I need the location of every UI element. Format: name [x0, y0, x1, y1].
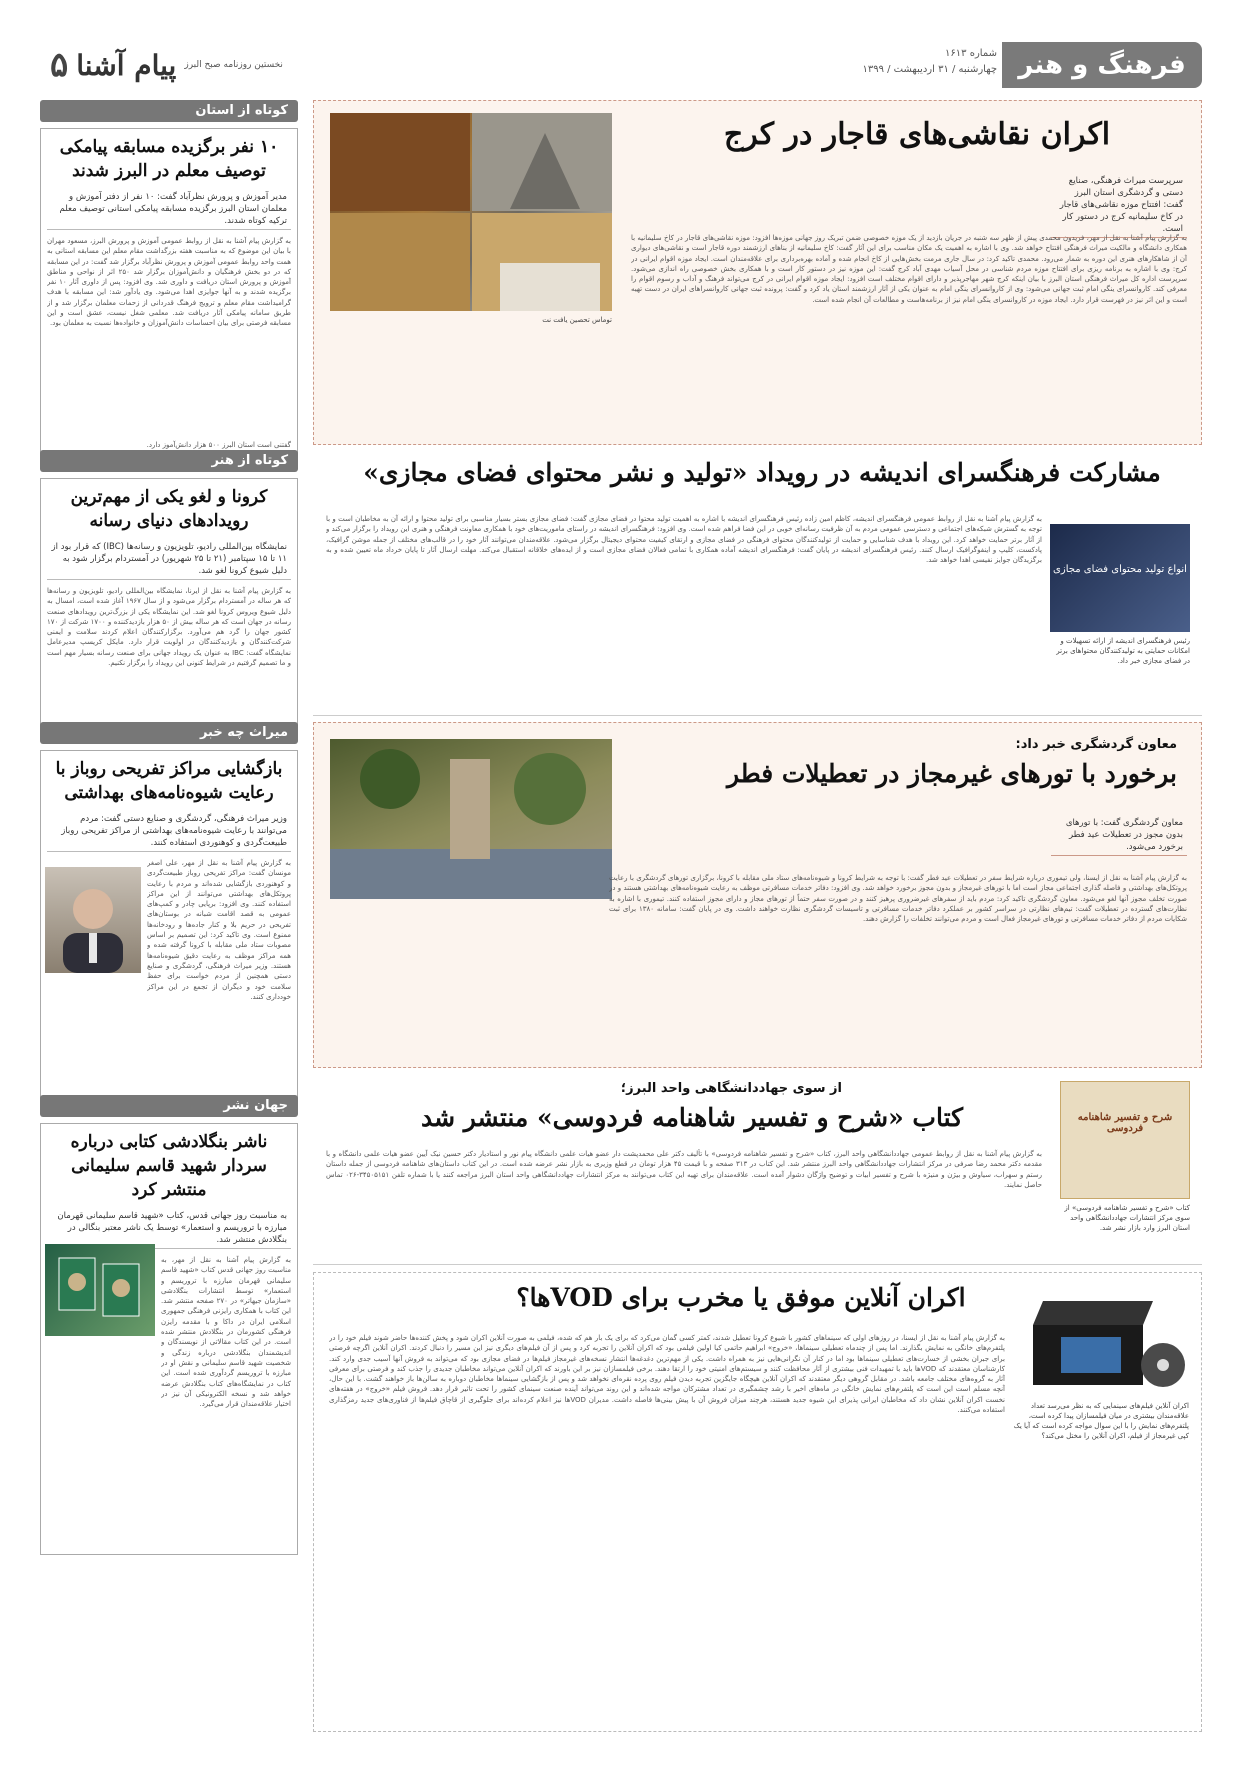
sidebar-title: ناشر بنگلادشی کتابی درباره سردار شهید قاسم سلیمانی منتشر کرد [70, 1132, 268, 1200]
article-body-cols [326, 514, 1042, 710]
article-body: به گزارش پیام آشنا به نقل از ایسنا، ولی تیموری درباره شرایط سفر در تعطیلات عید فطر گفت: با توجه به شرایط کرونا و شیوه‌نامه‌های ستاد ملی مقابله با کرونا، برگزاری تورهای گردشگری با رعایت پروتکل‌های بهداشتی و فاصله گذاری اجتماعی مجاز است اما با تورهای غیرمجاز و بدون مجوز برخورد خواهد شد. وی افزود: دفاتر خدمات مسافرتی موظف به رعایت شیوه‌نامه‌های بهداشتی هستند و در صورت تخلف مجوز آنها لغو می‌شود. معاون گردشگری تاکید کرد: مردم باید از سفرهای غیرضروری پرهیز کنند و در صورت سفر حتماً از تورهای مجاز و دارای مجوز استفاده کنند. تیموری با اشاره به نظارت‌های گسترده در تعطیلات گفت: تیم‌های نظارتی در سراسر کشور بر عملکرد دفاتر خدمات مسافرتی و تاسیسات گردشگری نظارت خواهند داشت. وی در پایان گفت: سامانه ۱۳۸۰ برای ثبت شکایات مردم از دفاتر خدمات مسافرتی و تورهای غیرمجاز فعال است و مردم می‌توانند تخلفات را گزارش دهند. [609, 874, 1187, 924]
article-body: به گزارش پیام آشنا به نقل از ایسنا، در روزهای اولی که سینماهای کشور با شیوع کرونا تعطیل شدند، کمتر کسی گمان می‌کرد که برای یک بار هم که شده، فیلمی به صورت آنلاین اکران شود و پخش کننده‌ها حاضر شوند فیلم خود را در پلتفرم‌های خانگی به نمایش بگذارند. اما پس از چندماه تعطیلی سینماها، «خروج» ابراهیم حاتمی کیا اولین فیلمی بود که اکران آنلاین را تجربه کرد و پس از آن فیلم‌های دیگری نیز این مسیر را دنبال کردند. اکران آنلاین اگرچه فرصتی برای جبران بخشی از خسارت‌های تعطیلی سینماها بود اما در کنار آن نگرانی‌هایی نیز به همراه داشت. یکی از مهم‌ترین دغدغه‌ها انتشار نسخه‌های غیرمجاز فیلم‌ها در فضای مجازی بود که می‌تواند به فروش آنها آسیب جدی وارد کند. کارشناسان معتقدند که VODها باید با تمهیدات فنی بیشتری از آثار محافظت کنند و سیستم‌های امنیتی خود را ارتقا دهند. برخی فیلمسازان نیز بر این باورند که اکران آنلاین می‌تواند مخاطبان جدیدی را جذب کند و فرصتی برای معرفی آثار به گروه‌های مختلف جامعه باشد. در مقابل گروهی دیگر معتقدند که اکران آنلاین هیچگاه جایگزین تجربه دیدن فیلم روی پرده نقره‌ای نخواهد شد و پس از بازگشایی سینماها مخاطبان دوباره به سالن‌ها باز خواهند گشت. با این حال، آنچه مسلم است این است که پلتفرم‌های نمایش خانگی در ماه‌های اخیر با رشد چشمگیری در تعداد مشترکان مواجه شده‌اند و این روند می‌تواند آینده صنعت سینمای کشور را تحت تاثیر قرار دهد. فروش فیلم «خروج» در هفته‌های نخست اکران آنلاین نشان داد که مخاطبان ایرانی پذیرای این شیوه جدید هستند، هرچند میزان فروش آن با پیش بینی‌ها فاصله داشت. مدیران VODها نیز اعلام کرده‌اند برای جلوگیری از قاچاق فیلم‌ها از فناوری‌های جدید رمزگذاری استفاده می‌کنند. [329, 1334, 1005, 1415]
sidebar-title: کرونا و لغو یکی از مهم‌ترین رویدادهای دنیای رسانه [70, 487, 268, 531]
masthead-logo [50, 42, 370, 88]
sidebar-title: بازگشایی مراکز تفریحی روباز با رعایت شیوه‌نامه‌های بهداشتی [55, 759, 283, 803]
photo-overlay-text: انواع تولید محتوای فضای مجازی [1053, 564, 1187, 575]
page-header [40, 42, 1202, 90]
sidebar-lead: وزیر میراث فرهنگی، گردشگری و صنایع دستی گفت: مردم می‌توانند با رعایت شیوه‌نامه‌های بهداشتی از مراکز تفریحی روباز طبیعت‌گردی و کوهنوردی استفاده کنند. [47, 811, 291, 852]
article-vod [313, 1272, 1202, 1732]
book-photo [45, 1244, 155, 1336]
article-photo [1050, 524, 1190, 632]
sidebar-lead: نمایشگاه بین‌المللی رادیو، تلویزیون و رسانه‌ها (IBC) که قرار بود از ۱۱ تا ۱۵ سپتامبر (۲۱ تا ۲۵ شهریور) در آمستردام برگزار شود به دلیل شیوع کرونا لغو شد. [47, 539, 291, 580]
article-body-cols [329, 873, 1187, 1057]
sidebar-body: به گزارش پیام آشنا به نقل از ایرنا، نمایشگاه بین‌المللی رادیو، تلویزیون و رسانه‌ها که هر ساله در آمستردام برگزار می‌شود و از سال ۱۹۶۷ آغاز شده است، امسال به دلیل شیوع ویروس کرونا لغو شد. این نمایشگاه یکی از بزرگ‌ترین رویدادهای صنعت رسانه در جهان است که هر ساله بیش از ۵۰ هزار بازدیدکننده و ۱۷۰۰ شرکت از ۱۷۰ کشور جهان را گرد هم می‌آورد. برگزارکنندگان اعلام کردند سلامت و ایمنی شرکت‌کنندگان و بازدیدکنندگان در اولویت قرار دارد. مایکل کریسپ مدیرعامل نمایشگاه گفت: IBC به عنوان یک رویداد جهانی برای صنعت رسانه بسیار مهم است و ما تصمیم گرفتیم در شرایط کنونی این رویداد را برگزار نکنیم. [47, 587, 291, 668]
article-body: به گزارش پیام آشنا به نقل از روابط عمومی فرهنگسرای اندیشه، کاظم امین زاده رئیس فرهنگسرای اندیشه با اشاره به اهمیت تولید محتوا در فضای مجازی گفت: فضای مجازی بستر بسیار مناسبی برای تولید محتوا و ارائه آن به مخاطبان است و با توجه به گسترش شبکه‌های اجتماعی و دسترسی عمومی مردم به آن ظرفیت رسانه‌ای خوبی در این فضا فراهم شده است. وی افزود: فرهنگسرای اندیشه در راستای ماموریت‌های خود با همکاری معاونت فرهنگی و هنری این رویداد را برگزار می‌کند و از آثار برتر حمایت خواهد کرد. این رویداد با هدف شناسایی و حمایت از تولیدکنندگان محتوای فرهنگی در فضای مجازی و ارتقای کیفیت محتوای دیجیتال برگزار می‌شود. علاقه‌مندان می‌توانند آثار خود را در قالب‌های مختلف از جمله موشن گرافیک، پادکست، کلیپ و اینفوگرافیک ارسال کنند. رئیس فرهنگسرای اندیشه در پایان گفت: فرهنگسرای اندیشه آماده همکاری با تمامی فعالان فضای مجازی است و از ایده‌های خلاقانه استقبال می‌کند. مهلت ارسال آثار تا پایان خرداد ماه تعیین شده و به برگزیدگان جوایز نفیسی اهدا خواهد شد. [326, 515, 1042, 565]
section-label: فرهنگ و هنر [1002, 42, 1202, 88]
book-cover [1060, 1081, 1190, 1199]
article-shahnameh [313, 1075, 1202, 1265]
article-tours [313, 722, 1202, 1068]
painting-icon [330, 113, 612, 311]
article-lead: سرپرست میراث فرهنگی، صنایع دستی و گردشگری استان البرز گفت: افتتاح موزه نقاشی‌های قاجار در کاخ سلیمانیه کرج در دستور کار است. [1051, 173, 1187, 238]
article-andisheh [313, 452, 1202, 716]
minister-photo [45, 867, 141, 973]
sidebar-section-4 [40, 1095, 298, 1555]
sidebar-lead: مدیر آموزش و پرورش نظرآباد گفت: ۱۰ نفر از دفتر آموزش و معلمان استان البرز برگزیده مسابقه پیامکی استانی توصیف معلم ترکیه کوتاه شدند. [47, 189, 291, 230]
article-lead: معاون گردشگری گفت: با تورهای بدون مجوز در تعطیلات عید فطر برخورد می‌شود. [1051, 815, 1187, 856]
sidebar-heading: میراث چه خبر [40, 722, 298, 744]
book-title: شرح و تفسیر شاهنامه فردوسی [1077, 1112, 1173, 1134]
article-kicker: از سوی جهاددانشگاهی واحد البرز؛ [620, 1081, 842, 1096]
article-title: اکران آنلاین موفق یا مخرب برای VODها؟ [516, 1283, 966, 1312]
sidebar-heading: کوتاه از استان [40, 100, 298, 122]
article-body: به گزارش پیام آشنا به نقل از مهر، فریدون محمدی پیش از ظهر سه شنبه در جریان بازدید از یک موزه خصوصی ضمن تبریک روز جهانی موزه‌ها افزود: موزه نقاشی‌های قاجار در کاخ سلیمانیه با همکاری دانشگاه و مالکیت میراث فرهنگی افتتاح خواهد شد. وی با اشاره به اهمیت یک مکان مناسب برای این آثار گفت: کاخ سلیمانیه از بناهای ارزشمند دوره قاجار است و نقاشی‌های دیواری آن از شاهکارهای هنری این دوره به شمار می‌رود. محمدی تاکید کرد: در سال جاری مرمت بخش‌هایی از کاخ انجام شده و آماده بهره‌برداری برای علاقه‌مندان است. ایجاد موزه اقوام ایرانی در کرج: وی با اشاره به برنامه ریزی برای افتتاح موزه مردم شناسی در محل آسیاب مهدی آباد کرج گفت: این موزه نیز در دستور کار است و با همکاری بخش خصوصی راه اندازی می‌شود. سرپرست اداره کل میراث فرهنگی استان البرز با بیان اینکه کرج شهر مهاجرپذیر و دارای اقوام مختلف است افزود: ایجاد موزه اقوام ایرانی در کرج می‌تواند فرهنگ و آداب و رسوم اقوام را معرفی کند. کاروانسرای ینگی امام ثبت جهانی می‌شود: وی از کاروانسرای ینگی امام به عنوان یکی از آثار ارزشمند استان یاد کرد و گفت: پرونده ثبت جهانی کاروانسراهای ایران در دست تهیه است و این اثر نیز در فهرست قرار دارد. ایجاد موزه در کاروانسرای ینگی امام نیز از برنامه‌هاست و مطالعات آن انجام شده است. [631, 234, 1187, 304]
article-kicker: معاون گردشگری خبر داد: [1015, 737, 1177, 752]
article-body-cols [329, 1333, 1189, 1723]
article-title: اکران نقاشی‌های قاجار در کرج [723, 117, 1111, 152]
article-title: کتاب «شرح و تفسیر شاهنامه فردوسی» منتشر شد [420, 1103, 964, 1132]
article-qajar [313, 100, 1202, 445]
sidebar-box [40, 750, 298, 1106]
qajar-photo-collage [330, 113, 612, 311]
photo-caption: توماس تحصین یافت نت [542, 316, 612, 324]
sidebar-title: ۱۰ نفر برگزیده مسابقه پیامکی توصیف معلم در البرز شدند [59, 137, 279, 181]
sidebar-section-1 [40, 100, 298, 461]
photo-caption: رئیس فرهنگسرای اندیشه از ارائه تسهیلات و امکانات حمایتی به تولیدکنندگان محتواهای برتر در فضای مجازی خبر داد. [1056, 637, 1190, 665]
article-body-cols [631, 233, 1187, 437]
issue-meta [862, 46, 997, 78]
sidebar-body: به گزارش پیام آشنا به نقل از روابط عمومی آموزش و پرورش البرز، مسعود مهران با بیان این موضوع که به مناسبت هفته بزرگداشت مقام معلم این مسابقه استانی به همت واحد روابط عمومی آموزش و پرورش نظرآباد برگزار شد گفت: در این مسابقه که در دو بخش فرهنگیان و دانش‌آموزان برگزار شد ۲۵۰ اثر از نواحی و مناطق آموزش و پرورش استان دریافت و داوری شد. وی افزود: پس از داوری آثار ۱۰ نفر برگزیده شدند و به آنها جوایزی اهدا می‌شود. وی یادآور شد: این مسابقه با هدف گرامیداشت مقام معلم و ترویج فرهنگ قدردانی از زحمات معلمان برگزار شد و از طریق سامانه پیامکی آثار دریافت شد. معلمی شغل نیست، عشق است و این مسابقه فرصتی برای بیان احساسات دانش‌آموزان و خانواده‌ها نسبت به معلمان بود. [47, 237, 291, 328]
person-icon [45, 867, 141, 973]
sidebar-box [40, 128, 298, 461]
paper-subtitle: نخستین روزنامه صبح البرز [184, 60, 283, 70]
sidebar-section-2 [40, 450, 298, 733]
sidebar-lead: به مناسبت روز جهانی قدس، کتاب «شهید قاسم سلیمانی قهرمان مبارزه با تروریسم و استعمار» توسط یک ناشر معتبر بنگالی در بنگلادش منتشر شد. [47, 1208, 291, 1249]
sidebar-heading: کوتاه از هنر [40, 450, 298, 472]
photo-caption: اکران آنلاین فیلم‌های سینمایی که به نظر می‌رسد تعداد علاقه‌مندان بیشتری در میان فیلمسازان پیدا کرده است، پلتفرم‌های نمایش را با این سوال مواجه کرده است که آیا یک کپی غیرمجاز از فیلم، اکران آنلاین را مختل می‌کند؟ [1013, 1402, 1189, 1440]
sidebar-body: به گزارش پیام آشنا به نقل از مهر، علی اصغر مونسان گفت: مراکز تفریحی روباز طبیعت‌گردی و کوهنوردی بازگشایی شده‌اند و مردم با رعایت پروتکل‌های بهداشتی می‌توانند از این مراکز استفاده کنند. وی افزود: برپایی چادر و کمپ‌های عمومی به قصد اقامت شبانه در بوستان‌های تفریحی در حریم بلا و کنار جاده‌ها و رودخانه‌ها ممنوع است. وی تاکید کرد: این تصمیم بر اساس مصوبات ستاد ملی مقابله با کرونا گرفته شده و همه مراکز موظف به رعایت دقیق شیوه‌نامه‌ها هستند. وزیر میراث فرهنگی، گردشگری و صنایع دستی همچنین از مردم خواست برای حفظ سلامت خود و دیگران از تجمع در این مراکز خودداری کنند. [147, 859, 291, 1001]
sidebar-heading: جهان نشر [40, 1095, 298, 1117]
article-title: برخورد با تورهای غیرمجاز در تعطیلات فطر [726, 759, 1177, 788]
book-icon [45, 1244, 155, 1336]
page-number: ۵ [50, 45, 69, 85]
sidebar-box [40, 1123, 298, 1555]
photo-caption: کتاب «شرح و تفسیر شاهنامه فردوسی» از سوی مرکز انتشارات جهاددانشگاهی واحد استان البرز وارد بازار نشر شد. [1064, 1204, 1190, 1232]
issue-date: چهارشنبه / ۳۱ اردیبهشت / ۱۳۹۹ [862, 64, 997, 75]
issue-number: شماره ۱۶۱۳ [945, 48, 997, 59]
article-title: مشارکت فرهنگسرای اندیشه در رویداد «تولید و نشر محتوای فضای مجازی» [363, 458, 1161, 487]
sidebar-sign: گفتنی است استان البرز ۵۰۰ هزار دانش‌آموز دارد. [146, 441, 291, 449]
sidebar-body: به گزارش پیام آشنا به نقل از مهر، به مناسبت روز جهانی قدس کتاب «شهید قاسم سلیمانی قهرمان مبارزه با تروریسم و استعمار» توسط انتشارات بنگلادشی «سازمان جیهاتر» در ۲۷۰ صفحه منتشر شد. این کتاب با همکاری رایزنی فرهنگی جمهوری اسلامی ایران در داکا و با مقدمه رایزن فرهنگی کشورمان در بنگلادش منتشر شده است. در این کتاب مقالاتی از نویسندگان و اندیشمندان بنگلادشی درباره زندگی و شخصیت شهید قاسم سلیمانی و نقش او در مبارزه با تروریسم گردآوری شده است. این کتاب در نمایشگاه‌های کتاب بنگلادش عرضه خواهد شد و نسخه الکترونیکی آن نیز در اختیار علاقه‌مندان قرار می‌گیرد. [161, 1256, 291, 1409]
paper-name: پیام آشنا [76, 48, 177, 82]
sidebar-box [40, 478, 298, 733]
article-body-cols [326, 1149, 1042, 1261]
sidebar-section-3 [40, 722, 298, 1106]
article-body: به گزارش پیام آشنا به نقل از روابط عمومی جهاددانشگاهی واحد البرز، کتاب «شرح و تفسیر شاهنامه فردوسی» با تألیف دکتر علی محمدپشت دار عضو هیات علمی دانشگاه پیام نور و استادیار دکتر حسین نیک آیین عضو هیات علمی دانشگاه و با مقدمه دکتر محمد رضا صرفی در مرکز انتشارات جهاددانشگاهی واحد البرز منتشر شد. این کتاب در ۳۱۳ صفحه و با قیمت ۴۵ هزار تومان در قطع وزیری به بازار نشر عرضه شده است. در این کتاب داستان‌های شاهنامه فردوسی از جمله داستان رستم و سهراب، سیاوش و بیژن و منیژه با شرح و تفسیر ابیات و توضیح واژگان دشوار آمده است. علاقه‌مندان برای تهیه این کتاب می‌توانند به مرکز انتشارات جهاددانشگاهی واحد استان البرز مراجعه کنند یا با شماره تلفن ۳۴۵۰۵۱۵۱-۰۲۶ تماس حاصل نمایند. [326, 1150, 1042, 1189]
